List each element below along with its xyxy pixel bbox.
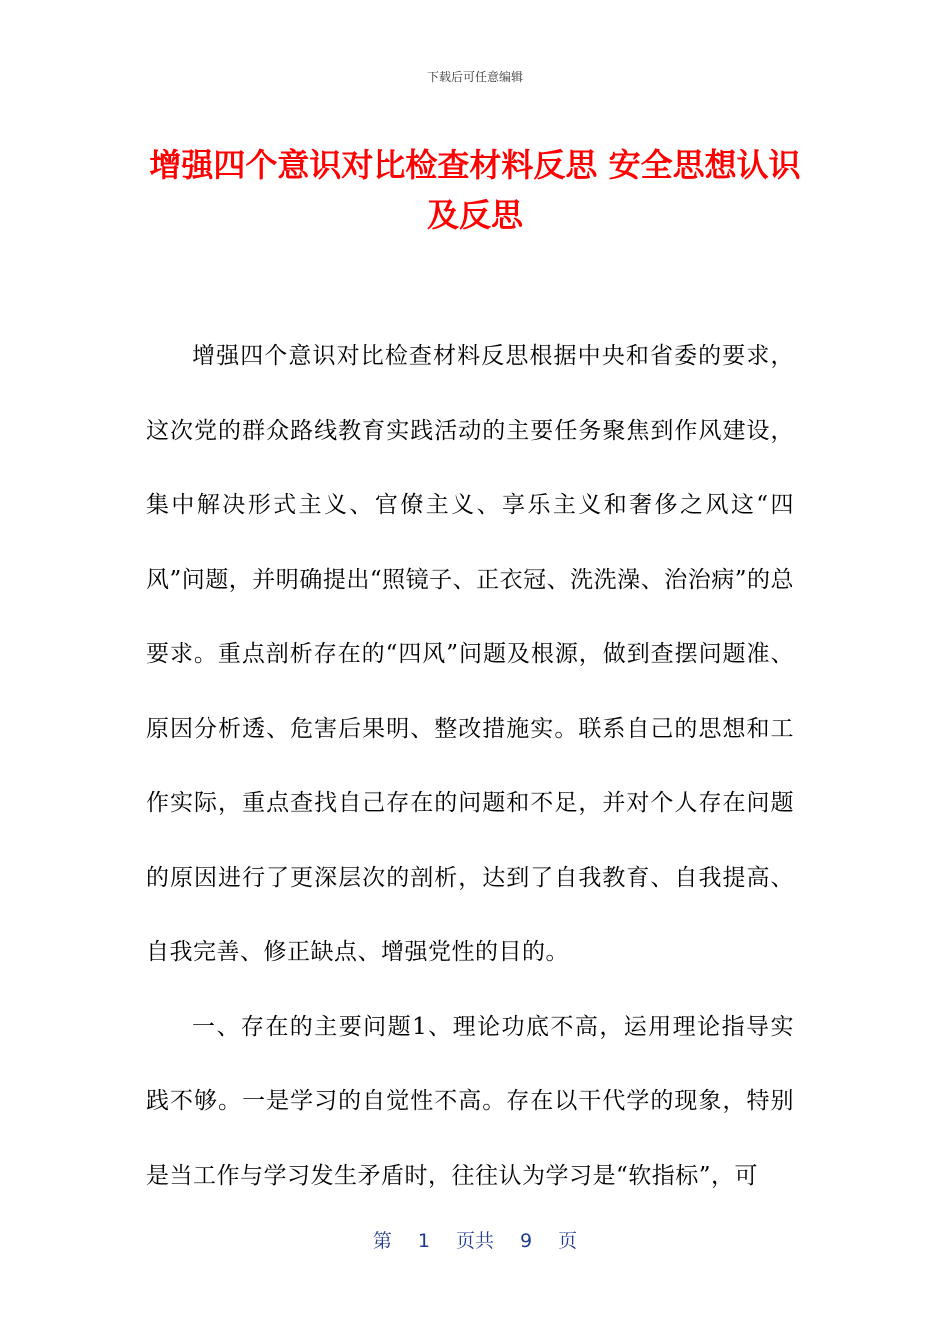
document-body: [146, 319, 794, 1213]
document-title: 增强四个意识对比检查材料反思 安全思想认识及反思: [149, 146, 801, 234]
paragraph-problems: 一、存在的主要问题1、理论功底不高，运用理论指导实践不够。一是学习的自觉性不高。存在以干代学的现象，特别是当工作与学习发生矛盾时，往往认为学习是“软指标”，可: [146, 1013, 794, 1189]
paragraph-intro: 增强四个意识对比检查材料反思根据中央和省委的要求，这次党的群众路线教育实践活动的主要任务聚焦到作风建设，集中解决形式主义、官僚主义、享乐主义和奢侈之风这“四风”问题，并明确提出“照镜子、正衣冠、洗洗澡、治治病”的总要求。重点剖析存在的“四风”问题及根源，做到查摆问题准、原因分析透、危害后果明、整改措施实。联系自己的思想和工作实际，重点查找自己存在的问题和不足，并对个人存在问题的原因进行了更深层次的剖析，达到了自我教育、自我提高、自我完善、修正缺点、增强党性的目的。: [146, 343, 794, 965]
header-note: 下载后可任意编辑: [426, 70, 523, 84]
page-number-footer: 第 1 页共 9 页: [372, 1230, 578, 1252]
